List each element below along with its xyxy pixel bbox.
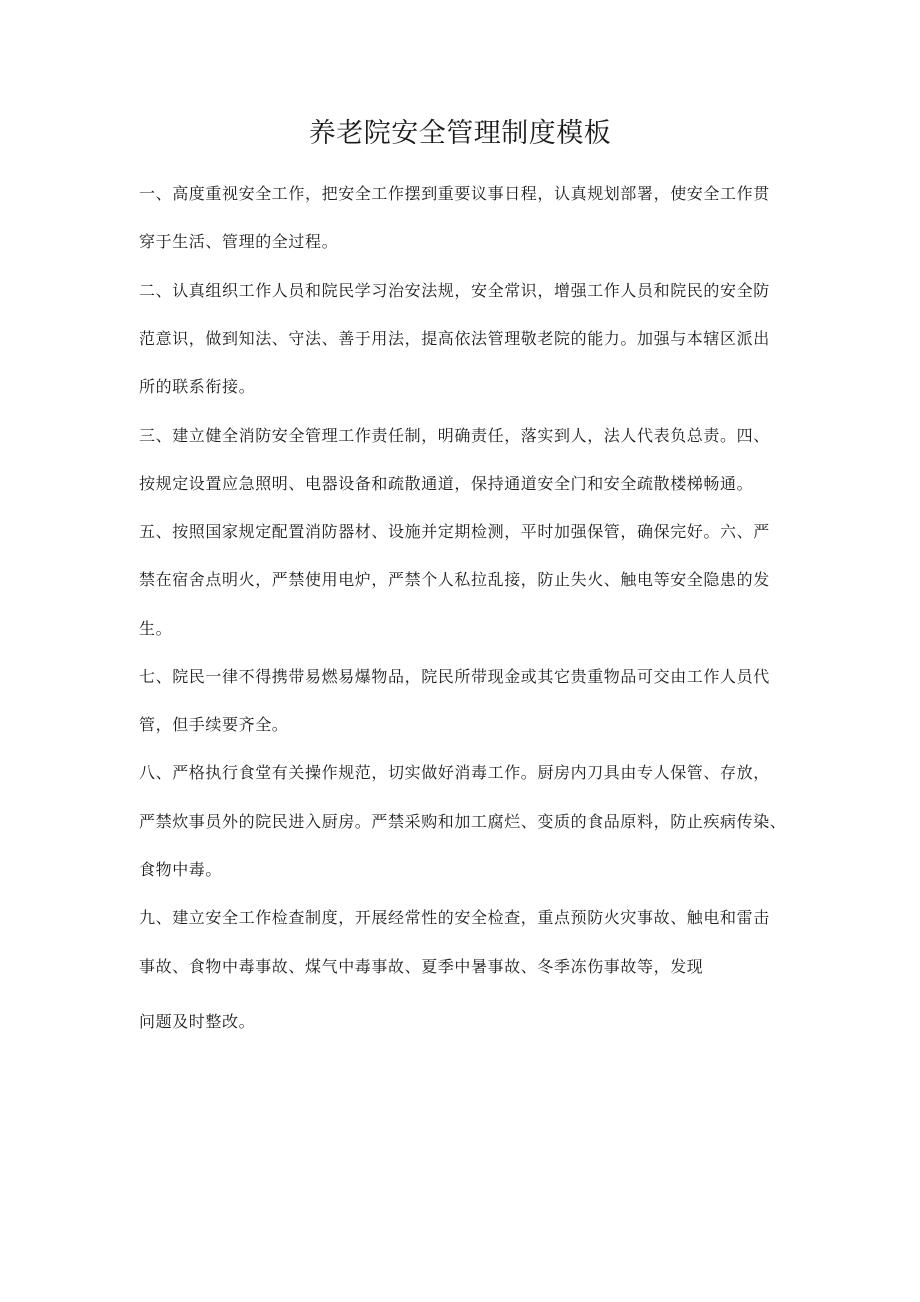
paragraph-6-line-3: 食物中毒。	[139, 860, 223, 879]
paragraph-2-line-1: 二、认真组织工作人员和院民学习治安法规，安全常识，增强工作人员和院民的安全防	[139, 281, 770, 300]
paragraph-4-line-2: 禁在宿舍点明火，严禁使用电炉，严禁个人私拉乱接，防止失火、触电等安全隐患的发	[139, 570, 770, 589]
paragraph-6-line-1: 八、严格执行食堂有关操作规范，切实做好消毒工作。厨房内刀具由专人保管、存放，	[139, 763, 770, 782]
document-title: 养老院安全管理制度模板	[308, 118, 612, 149]
paragraph-5-line-2: 管，但手续要齐全。	[139, 715, 289, 734]
paragraph-7-line-3: 问题及时整改。	[139, 1012, 256, 1031]
paragraph-2-line-3: 所的联系衔接。	[139, 377, 256, 396]
paragraph-3-line-2: 按规定设置应急照明、电器设备和疏散通道，保持通道安全门和安全疏散楼梯畅通。	[139, 474, 754, 493]
paragraph-4-line-1: 五、按照国家规定配置消防器材、设施并定期检测，平时加强保管，确保完好。六、严	[139, 522, 770, 541]
paragraph-4-line-3: 生。	[139, 619, 173, 638]
paragraph-7-line-1: 九、建立安全工作检查制度，开展经常性的安全检查，重点预防火灾事故、触电和雷击	[139, 908, 770, 927]
paragraph-2-line-2: 范意识，做到知法、守法、善于用法，提高依法管理敬老院的能力。加强与本辖区派出	[139, 329, 770, 348]
paragraph-1-line-2: 穿于生活、管理的全过程。	[139, 232, 339, 251]
paragraph-7-line-2: 事故、食物中毒事故、煤气中毒事故、夏季中暑事故、冬季冻伤事故等，发现	[139, 957, 704, 976]
paragraph-6-line-2: 严禁炊事员外的院民进入厨房。严禁采购和加工腐烂、变质的食品原料，防止疾病传染、	[139, 812, 787, 831]
paragraph-1-line-1: 一、高度重视安全工作，把安全工作摆到重要议事日程，认真规划部署，使安全工作贯	[139, 184, 770, 203]
paragraph-5-line-1: 七、院民一律不得携带易燃易爆物品，院民所带现金或其它贵重物品可交由工作人员代	[139, 667, 770, 686]
paragraph-3-line-1: 三、建立健全消防安全管理工作责任制，明确责任，落实到人，法人代表负总责。四、	[139, 426, 770, 445]
